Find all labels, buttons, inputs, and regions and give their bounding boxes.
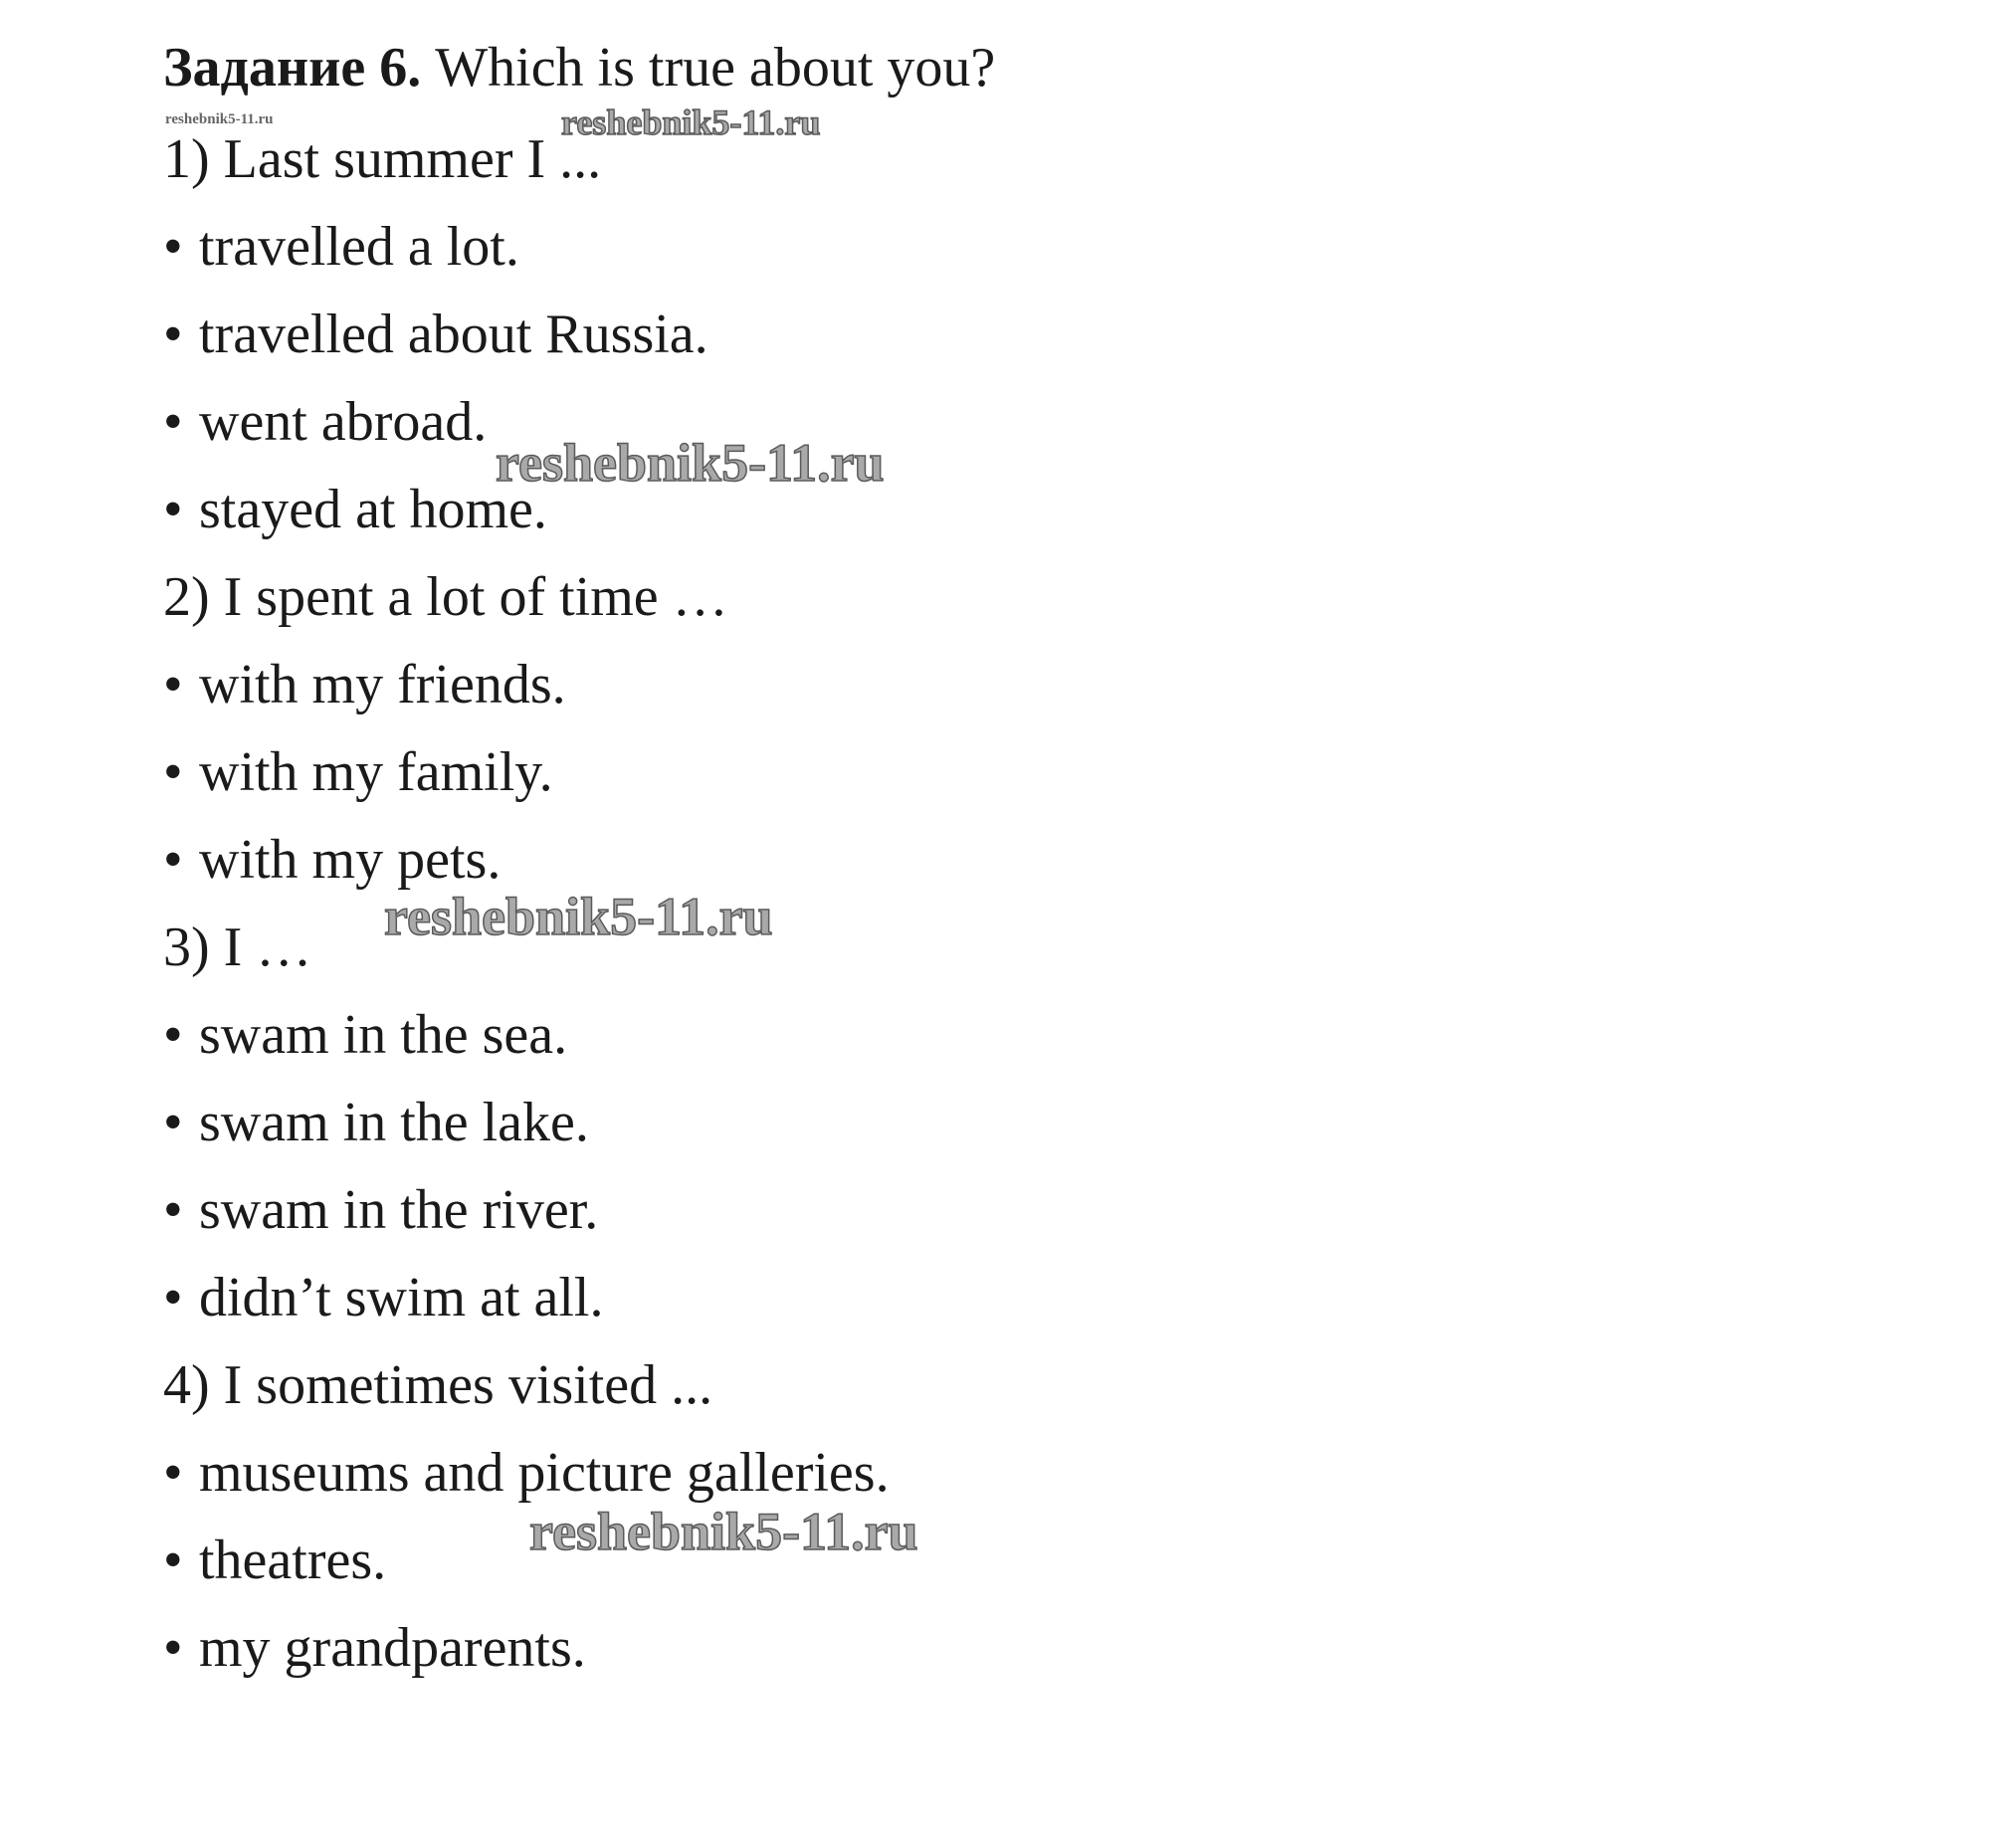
option-text: theatres. bbox=[199, 1530, 387, 1591]
bullet: • bbox=[163, 391, 183, 453]
watermark: reshebnik5-11.ru bbox=[384, 887, 773, 946]
task-label: Задание 6. bbox=[163, 37, 422, 99]
option-item bbox=[163, 1617, 586, 1679]
option-item bbox=[163, 829, 502, 891]
option-text: with my friends. bbox=[199, 654, 566, 715]
option-text: travelled about Russia. bbox=[199, 304, 708, 365]
option-text: swam in the lake. bbox=[199, 1092, 589, 1153]
question-2-prompt: 2) I spent a lot of time … bbox=[163, 566, 728, 628]
option-text: swam in the river. bbox=[199, 1179, 599, 1241]
task-title bbox=[163, 37, 996, 99]
option-item bbox=[163, 391, 488, 453]
option-item bbox=[163, 654, 566, 715]
option-item bbox=[163, 1092, 589, 1153]
option-text: with my pets. bbox=[199, 829, 502, 891]
option-text: went abroad. bbox=[199, 391, 488, 453]
watermark: reshebnik5-11.ru bbox=[561, 102, 821, 142]
bullet: • bbox=[163, 1442, 183, 1504]
option-text: my grandparents. bbox=[199, 1617, 586, 1679]
option-item bbox=[163, 216, 519, 278]
question-4-prompt: 4) I sometimes visited ... bbox=[163, 1354, 713, 1416]
option-item bbox=[163, 1179, 599, 1241]
question-1-prompt: 1) Last summer I ... bbox=[163, 128, 602, 190]
watermark: reshebnik5-11.ru bbox=[529, 1502, 918, 1561]
bullet: • bbox=[163, 654, 183, 715]
bullet: • bbox=[163, 479, 183, 540]
bullet: • bbox=[163, 1092, 183, 1153]
bullet: • bbox=[163, 741, 183, 803]
watermark-small: reshebnik5-11.ru bbox=[165, 111, 274, 127]
option-text: museums and picture galleries. bbox=[199, 1442, 890, 1504]
option-text: with my family. bbox=[199, 741, 553, 803]
question-3-prompt: 3) I … bbox=[163, 917, 312, 978]
bullet: • bbox=[163, 216, 183, 278]
option-text: travelled a lot. bbox=[199, 216, 519, 278]
option-item bbox=[163, 1442, 890, 1504]
option-text: didn’t swim at all. bbox=[199, 1267, 604, 1328]
bullet: • bbox=[163, 304, 183, 365]
option-item bbox=[163, 741, 553, 803]
option-item bbox=[163, 304, 708, 365]
bullet: • bbox=[163, 1179, 183, 1241]
option-item bbox=[163, 1530, 387, 1591]
bullet: • bbox=[163, 1267, 183, 1328]
bullet: • bbox=[163, 829, 183, 891]
bullet: • bbox=[163, 1004, 183, 1066]
watermark: reshebnik5-11.ru bbox=[496, 433, 885, 493]
task-question: Which is true about you? bbox=[435, 37, 996, 99]
bullet: • bbox=[163, 1617, 183, 1679]
option-item bbox=[163, 1004, 568, 1066]
bullet: • bbox=[163, 1530, 183, 1591]
option-text: swam in the sea. bbox=[199, 1004, 568, 1066]
option-item bbox=[163, 1267, 604, 1328]
option-text: stayed at home. bbox=[199, 479, 547, 540]
option-item bbox=[163, 479, 547, 540]
